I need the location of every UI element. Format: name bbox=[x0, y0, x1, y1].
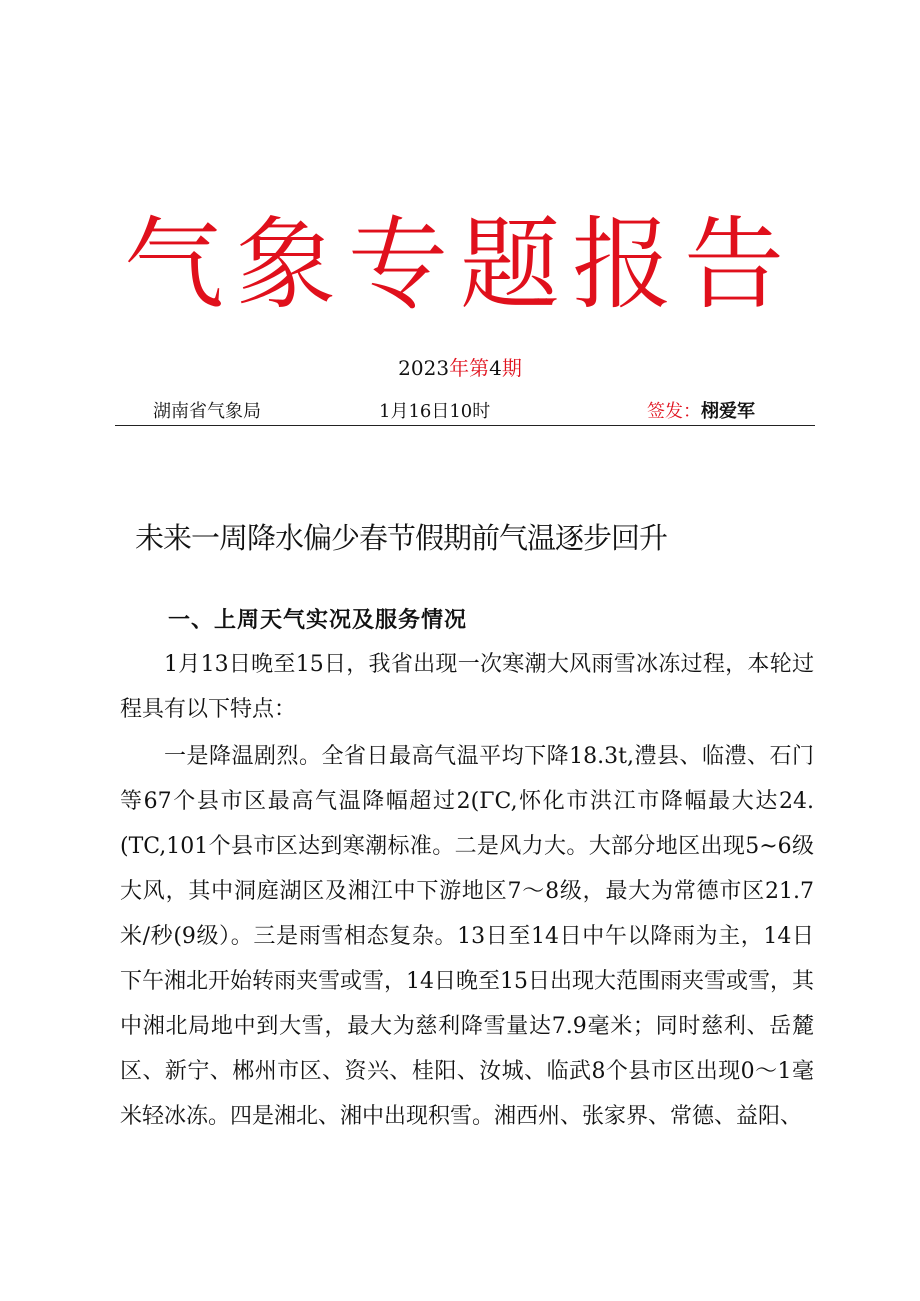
body-paragraph: 1月13日晚至15日，我省出现一次寒潮大风雨雪冰冻过程，本轮过程具有以下特点： bbox=[120, 652, 814, 722]
header-divider bbox=[115, 425, 815, 426]
signer-name: 栩爱军 bbox=[701, 401, 755, 422]
issue-number bbox=[0, 354, 920, 382]
section-heading: 一、上周天气实况及服务情况 bbox=[168, 607, 468, 633]
body-paragraph: 一是降温剧烈。全省日最高气温平均下降18.3t,澧县、临澧、石门等67个县市区最高气温降幅超过2(ΓC,怀化市洪江市降幅最大达24.(TC,101个县市区达到寒潮标准。二是风力大。大部分地区出现5~6级大风，其中洞庭湖区及湘江中下游地区7～8级，最大为常德市区21.7米/秒(9级）。三是雨雪相态复杂。13日至14日中午以降雨为主，14日下午湘北开始转雨夹雪或雪，14日晚至15日出现大范围雨夹雪或雪，其中湘北局地中到大雪，最大为慈利降雪量达7.9毫米；同时慈利、岳麓区、新宁、郴州市区、资兴、桂阳、汝城、临武8个县市区出现0～1毫米轻冰冻。四是湘北、湘中出现积雪。湘西州、张家界、常德、益阳、 bbox=[120, 744, 814, 1129]
issue-year: 2023 bbox=[398, 356, 450, 380]
issue-qi-char: 期 bbox=[501, 356, 522, 380]
signoff bbox=[647, 398, 755, 426]
issue-datetime: 1月16日10时 bbox=[379, 401, 491, 422]
issue-di-char: 第 bbox=[469, 356, 490, 380]
issue-year-char: 年 bbox=[449, 356, 470, 380]
issue-meta-row bbox=[115, 398, 815, 426]
report-headline: 未来一周降水偏少春节假期前气温逐步回升 bbox=[135, 521, 668, 555]
issuing-agency: 湖南省气象局 bbox=[153, 401, 261, 422]
report-masthead-title: 气象专题报告 bbox=[124, 206, 796, 323]
signoff-label: 签发： bbox=[647, 401, 701, 422]
issue-count: 4 bbox=[489, 356, 502, 380]
